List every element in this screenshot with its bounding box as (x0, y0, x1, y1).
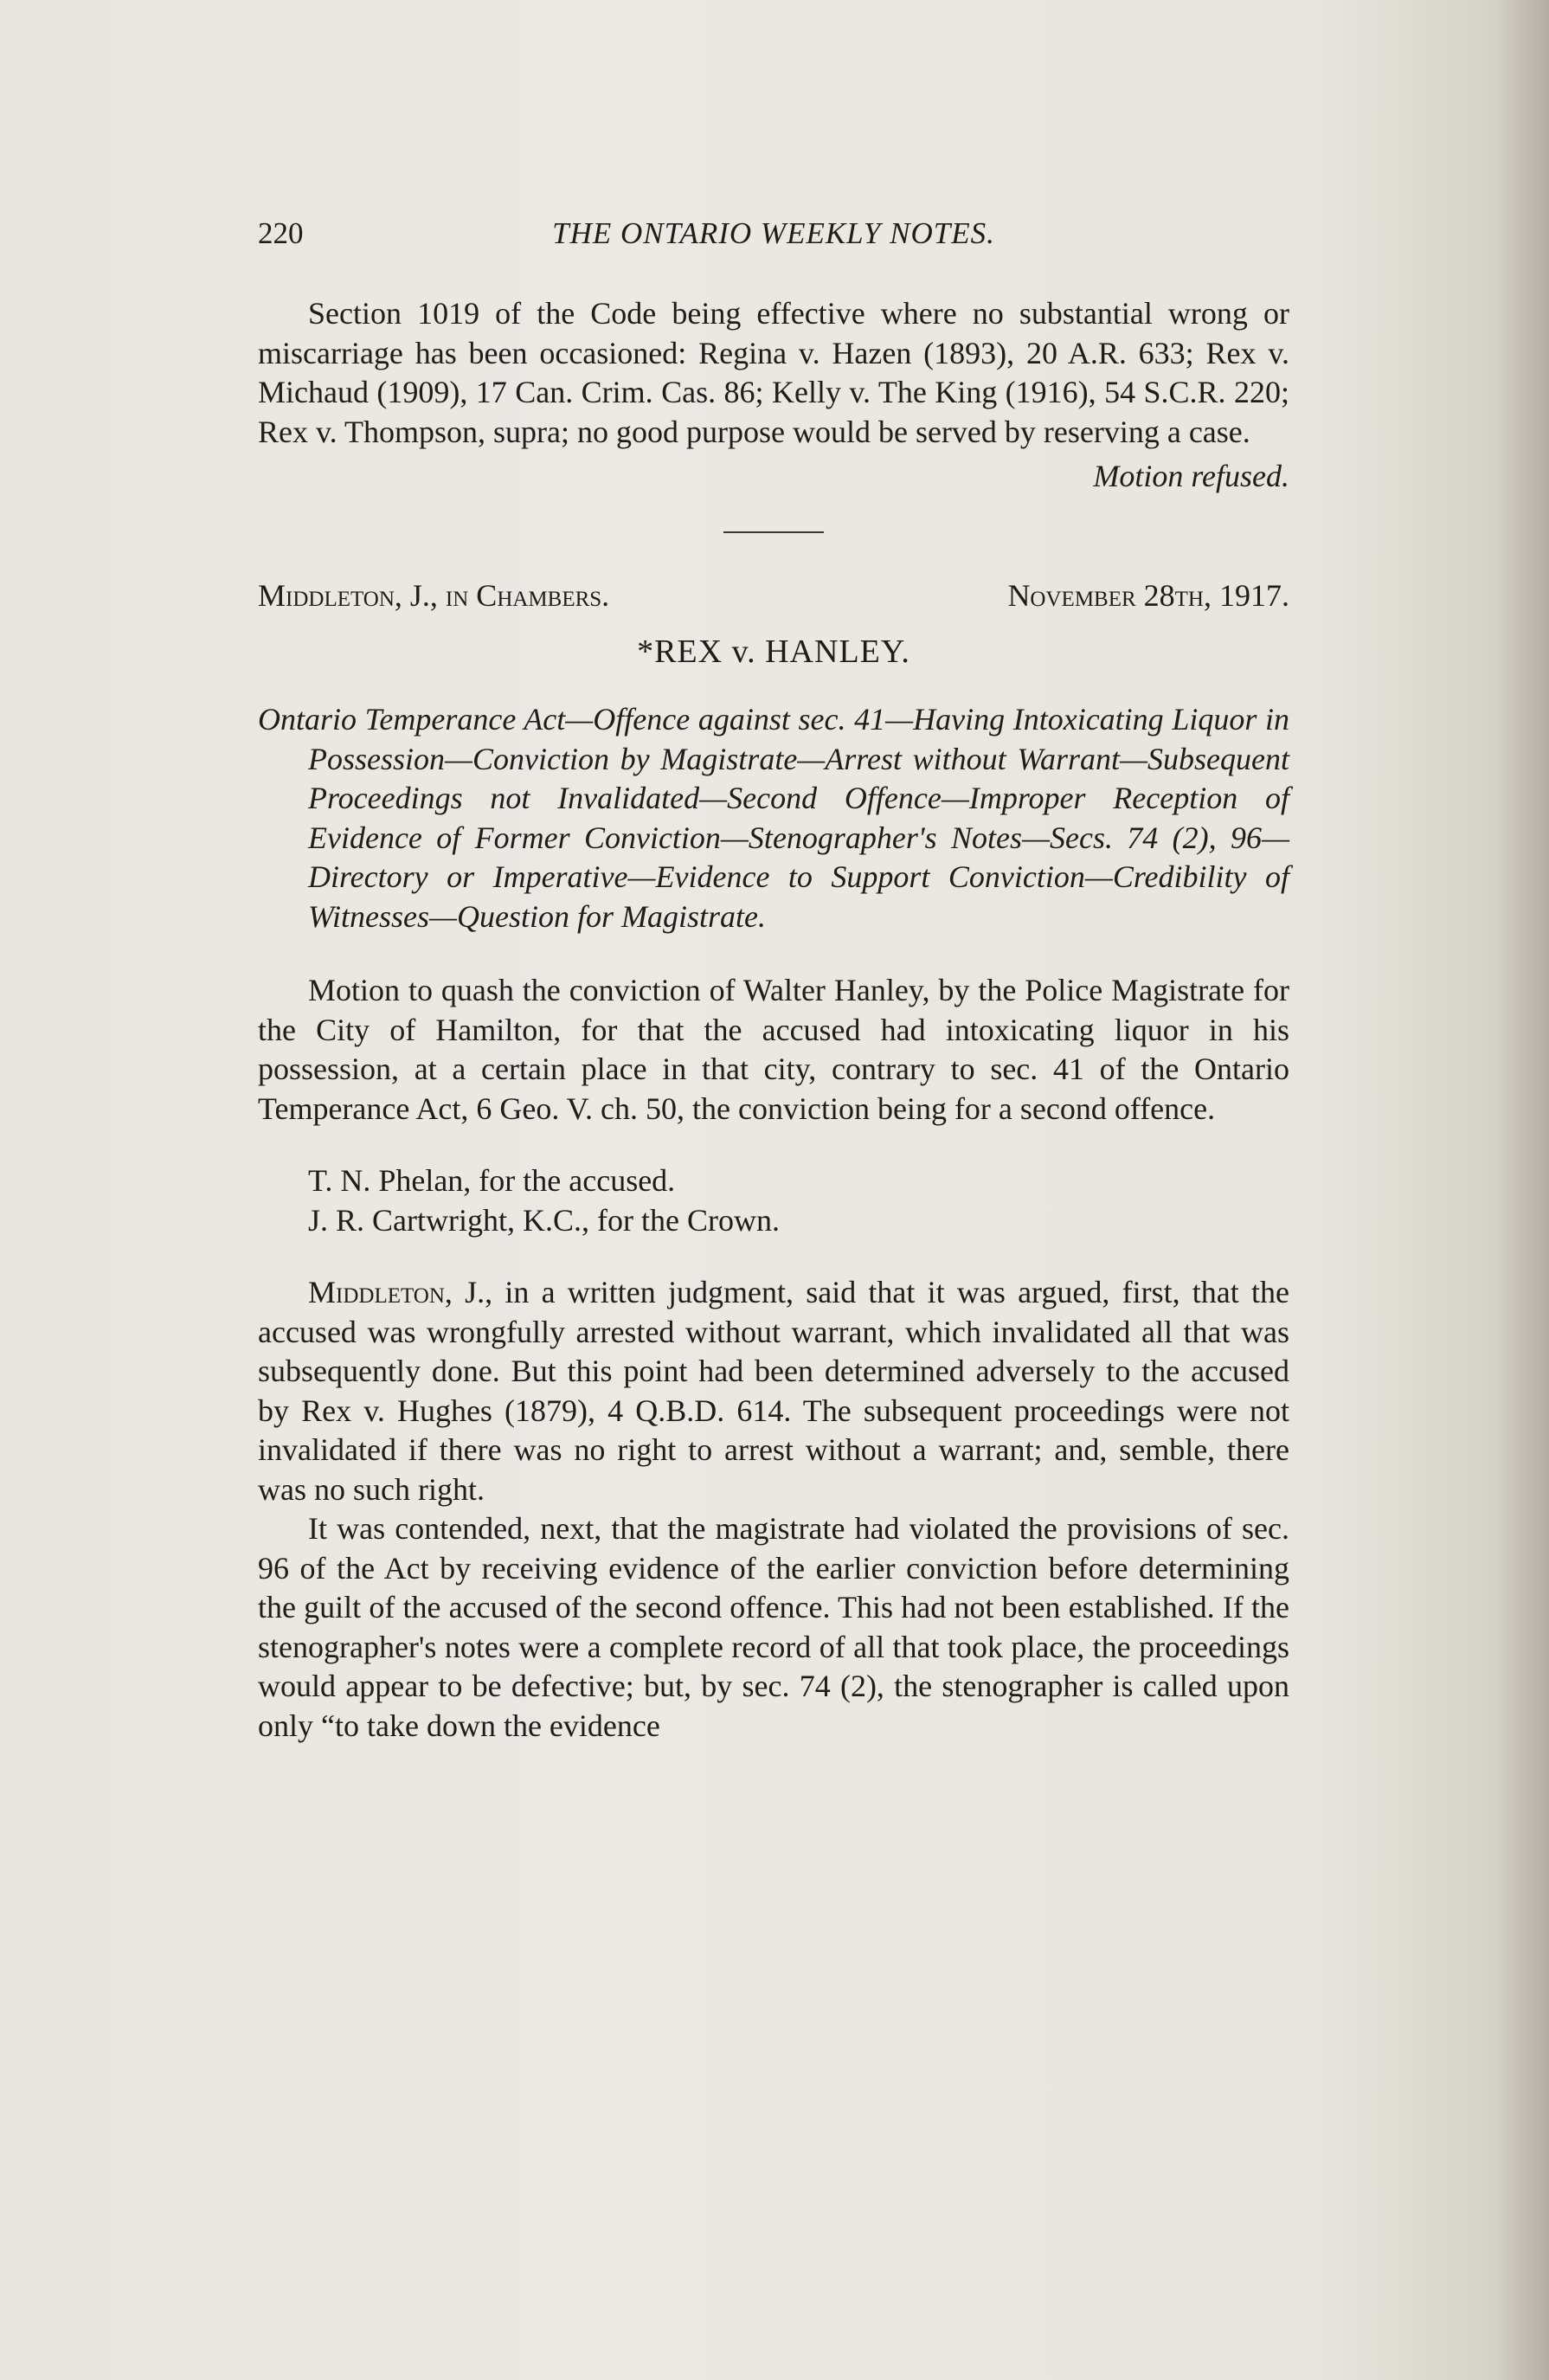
judgment-paragraph-1 (258, 1273, 1289, 1509)
spacer (258, 1129, 1289, 1161)
judgment-paragraph-2: It was contended, next, that the magistrate had violated the provisions of sec. 96 of the Act by receiving evidence of the earlier conviction before determining the guilt of the accused of the second offence. This had not been established. If the stenographer's notes were a complete record of all that took place, the proceedings would appear to be defective; but, by sec. 74 (2), the stenographer is called upon only “to take down the evidence (258, 1511, 1289, 1743)
motion-paragraph: Motion to quash the conviction of Walter Hanley, by the Police Magistrate for the City of Hamilton, for that the accused had intoxicating liquor in his possession, at a certain place in that city, contrary to sec. 41 of the Ontario Temperance Act, 6 Geo. V. ch. 50, the conviction being for a second offence. (258, 973, 1289, 1126)
prev-case-paragraph: Section 1019 of the Code being effective where no substantial wrong or miscarriage has been occasioned: Regina v. Hazen (1893), 20 A.R. 633; Rex v. Michaud (1909), 17 Can. Crim. Cas. 86; Kelly v. The King (1916), 54 S.C.R. 220; Rex v. Thompson, supra; no good purpose would be served by reserving a case. (258, 296, 1289, 449)
section-divider (723, 531, 824, 533)
running-head (258, 199, 1289, 251)
court-line (258, 576, 1289, 616)
page-edge-shadow (1497, 0, 1549, 2380)
case-date: November 28th, 1917. (1007, 577, 1289, 613)
page-number: 220 (258, 216, 304, 250)
judge-court: Middleton, J., in Chambers. (258, 577, 610, 613)
prev-case-result: Motion refused. (1093, 459, 1289, 493)
judgment-paragraph-1-text: , in a written judgment, said that it was argued, first, that the accused was wrongfully arrested without warrant, which invalidated all that was subsequently done. But this point had been determined adversely to the accused by Rex v. Hughes (1879), 4 Q.B.D. 614. The subsequent proceedings were not invalidated if there was no right to arrest without a warrant; and, semble, there was no such right. (258, 1275, 1289, 1507)
counsel-crown: J. R. Cartwright, K.C., for the Crown. (308, 1202, 780, 1238)
case-title: *REX v. HANLEY. (637, 634, 910, 670)
page-content (258, 199, 1289, 1746)
judge-name: Middleton, J. (308, 1275, 485, 1309)
headnote: Ontario Temperance Act—Offence against sec. 41—Having Intoxicating Liquor in Possession—Conviction by Magistrate—Arrest without Warrant—Subsequent Proceedings not Invalidated—Second Offence—Improper Reception of Evidence of Former Conviction—Stenographer's Notes—Secs. 74 (2), 96—Directory or Imperative—Evidence to Support Conviction—Credibility of Witnesses—Question for Magistrate. (258, 702, 1289, 934)
counsel-list (258, 1161, 1289, 1240)
journal-title: THE ONTARIO WEEKLY NOTES. (552, 216, 995, 250)
counsel-accused: T. N. Phelan, for the accused. (308, 1163, 676, 1198)
spacer (258, 1240, 1289, 1273)
